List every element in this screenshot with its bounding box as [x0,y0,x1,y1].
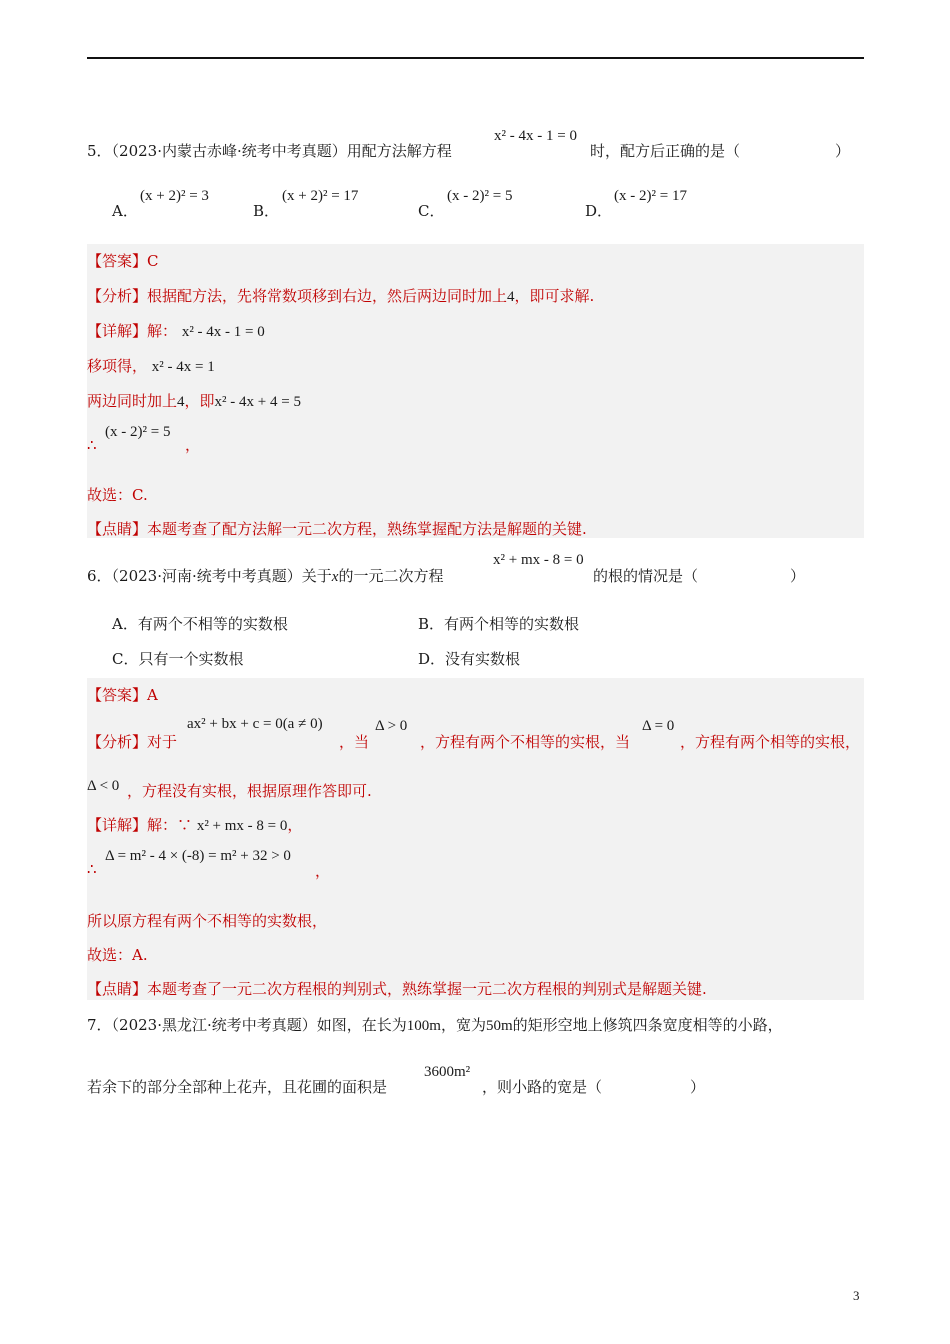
q6-therefore-sign: ∴ [87,860,97,878]
q5-detail: 【详解】解： x² - 4x - 1 = 0 [87,322,265,340]
q5-option-b[interactable]: B． [253,202,280,220]
q6-conclusion: 所以原方程有两个不相等的实数根， [87,912,328,930]
header-rule [87,57,864,59]
q6-solution-box: 【答案】A ax² + bx + c = 0(a ≠ 0) 【分析】对于 ，当 Δ > 0 ，方程有两个不相等的实根，当 Δ = 0 ，方程有两个相等的实根， Δ < 0 ，方程没有实根，根据原理作答即可. 【详解】解：∵ x² + mx - 8 = 0， Δ = m² - 4 × (-8) = m² + 32 > 0 ∴ ， 所以原方程有两个不相等的实数根， 故选：A. 【点睛】本题考查了一元二次方程根的判别式，熟练掌握一元二次方程根的判别式是解题关键. [87,678,864,1000]
q5-choose: 故选：C. [87,486,148,504]
q5-option-d[interactable]: D． [585,202,613,220]
q6-option-c[interactable]: C．只有一个实数根 [112,650,244,668]
q5-option-c[interactable]: C． [418,202,445,220]
q5-answer: 【答案】C [87,252,159,270]
q5-solution-box: 【答案】C 【分析】根据配方法，先将常数项移到右边，然后两边同时加上4，即可求解. 【详解】解： x² - 4x - 1 = 0 移项得， x² - 4x = 1 两边同时加上4，即x² - 4x + 4 = 5 (x - 2)² = 5 ∴ ， 故选：C. 【点睛】本题考查了配方法解一元二次方程，熟练掌握配方法是解题的关键. [87,244,864,538]
q5-therefore-sign: ∴ [87,436,97,454]
q6-answer: 【答案】A [87,686,158,704]
q6-option-d[interactable]: D．没有实数根 [418,650,521,668]
q7-source: （2023·黑龙江·统考中考真题） [111,1016,317,1034]
q6-equation: x² + mx - 8 = 0 [493,552,584,568]
q6-option-a[interactable]: A．有两个不相等的实数根 [112,615,288,633]
q5-add-step: 两边同时加上4，即x² - 4x + 4 = 5 [87,392,301,410]
q6-stem: 6．（2023·河南·统考中考真题）关于x的一元二次方程 [87,567,444,585]
q5-number: 5． [87,142,112,160]
page-number: 3 [853,1288,860,1303]
q5-equation: x² - 4x - 1 = 0 [494,128,577,144]
q5-source: （2023·内蒙古赤峰·统考中考真题） [111,142,347,160]
q6-option-b[interactable]: B．有两个相等的实数根 [418,615,580,633]
q5-therefore-eq: (x - 2)² = 5 [105,424,171,440]
q7-number: 7． [87,1016,112,1034]
q6-comment: 【点睛】本题考查了一元二次方程根的判别式，熟练掌握一元二次方程根的判别式是解题关键. [87,980,707,998]
q5-analysis: 【分析】根据配方法，先将常数项移到右边，然后两边同时加上4，即可求解. [87,287,595,305]
q6-choose: 故选：A. [87,946,148,964]
q7-stem-line2: 若余下的部分全部种上花卉，且花圃的面积是 [87,1078,388,1096]
q7-stem-line1: 7．（2023·黑龙江·统考中考真题）如图，在长为100m，宽为50m的矩形空地上修筑四条宽度相等的小路， [87,1016,783,1034]
q6-delta-eq: Δ = m² - 4 × (-8) = m² + 32 > 0 [105,848,291,864]
q6-number: 6． [87,567,112,585]
q5-option-a[interactable]: A． [112,202,138,220]
q5-stem: 5．（2023·内蒙古赤峰·统考中考真题）用配方法解方程 [87,142,452,160]
q6-analysis: 【分析】对于 [87,733,178,751]
q6-source: （2023·河南·统考中考真题） [111,567,302,585]
q6-detail: 【详解】解：∵ x² + mx - 8 = 0， [87,816,303,834]
q5-comment: 【点睛】本题考查了配方法解一元二次方程，熟练掌握配方法是解题的关键. [87,520,587,538]
q7-area: 3600m² [424,1064,471,1080]
q6-general-eq: ax² + bx + c = 0(a ≠ 0) [187,716,323,732]
q5-move-step: 移项得， x² - 4x = 1 [87,357,215,375]
